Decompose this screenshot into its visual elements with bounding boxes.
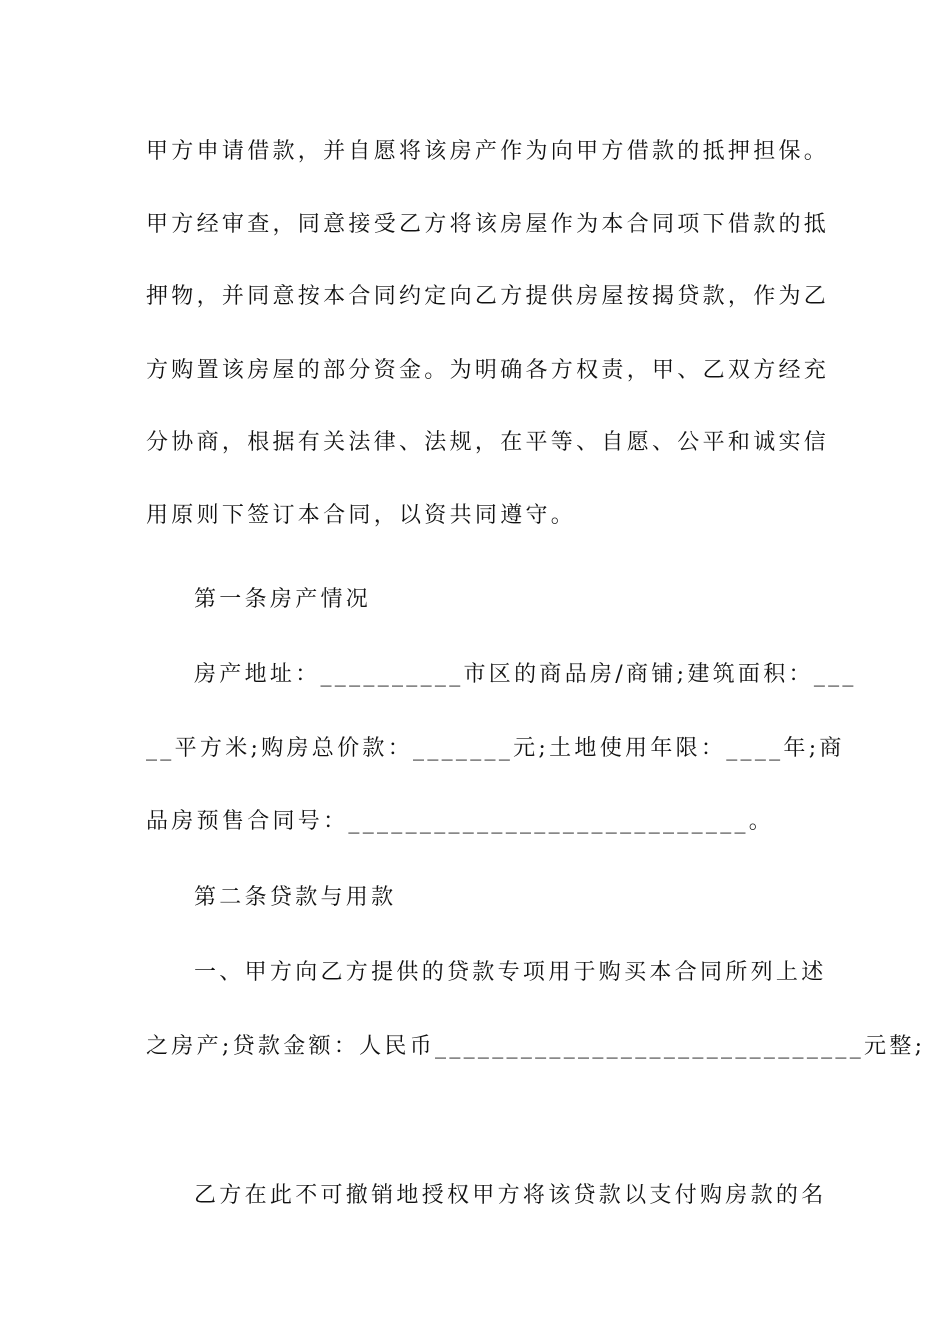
paragraph-line: 分协商，根据有关法律、法规，在平等、自愿、公平和诚实信 <box>146 430 830 455</box>
paragraph-line: 一、甲方向乙方提供的贷款专项用于购买本合同所列上述 <box>194 960 827 985</box>
section-heading: 第二条贷款与用款 <box>194 885 397 910</box>
paragraph-line: 甲方经审查，同意接受乙方将该房屋作为本合同项下借款的抵 <box>146 212 830 237</box>
paragraph-line: 品房预售合同号：____________________________。 <box>146 809 775 834</box>
paragraph-line: 押物，并同意按本合同约定向乙方提供房屋按揭贷款，作为乙 <box>146 284 830 309</box>
section-heading: 第一条房产情况 <box>194 587 372 612</box>
paragraph-line: 乙方在此不可撤销地授权甲方将该贷款以支付购房款的名 <box>194 1183 827 1208</box>
paragraph-line: 用原则下签订本合同，以资共同遵守。 <box>146 503 577 528</box>
paragraph-line: 之房产;贷款金额：人民币______________________________元整; <box>146 1034 926 1059</box>
paragraph-line: 方购置该房屋的部分资金。为明确各方权责，甲、乙双方经充 <box>146 358 830 383</box>
paragraph-line: __平方米;购房总价款：_______元;土地使用年限：____年;商 <box>146 736 845 761</box>
paragraph-line: 甲方申请借款，并自愿将该房产作为向甲方借款的抵押担保。 <box>146 139 830 164</box>
paragraph-line: 房产地址：__________市区的商品房/商铺;建筑面积：___ <box>194 662 857 687</box>
